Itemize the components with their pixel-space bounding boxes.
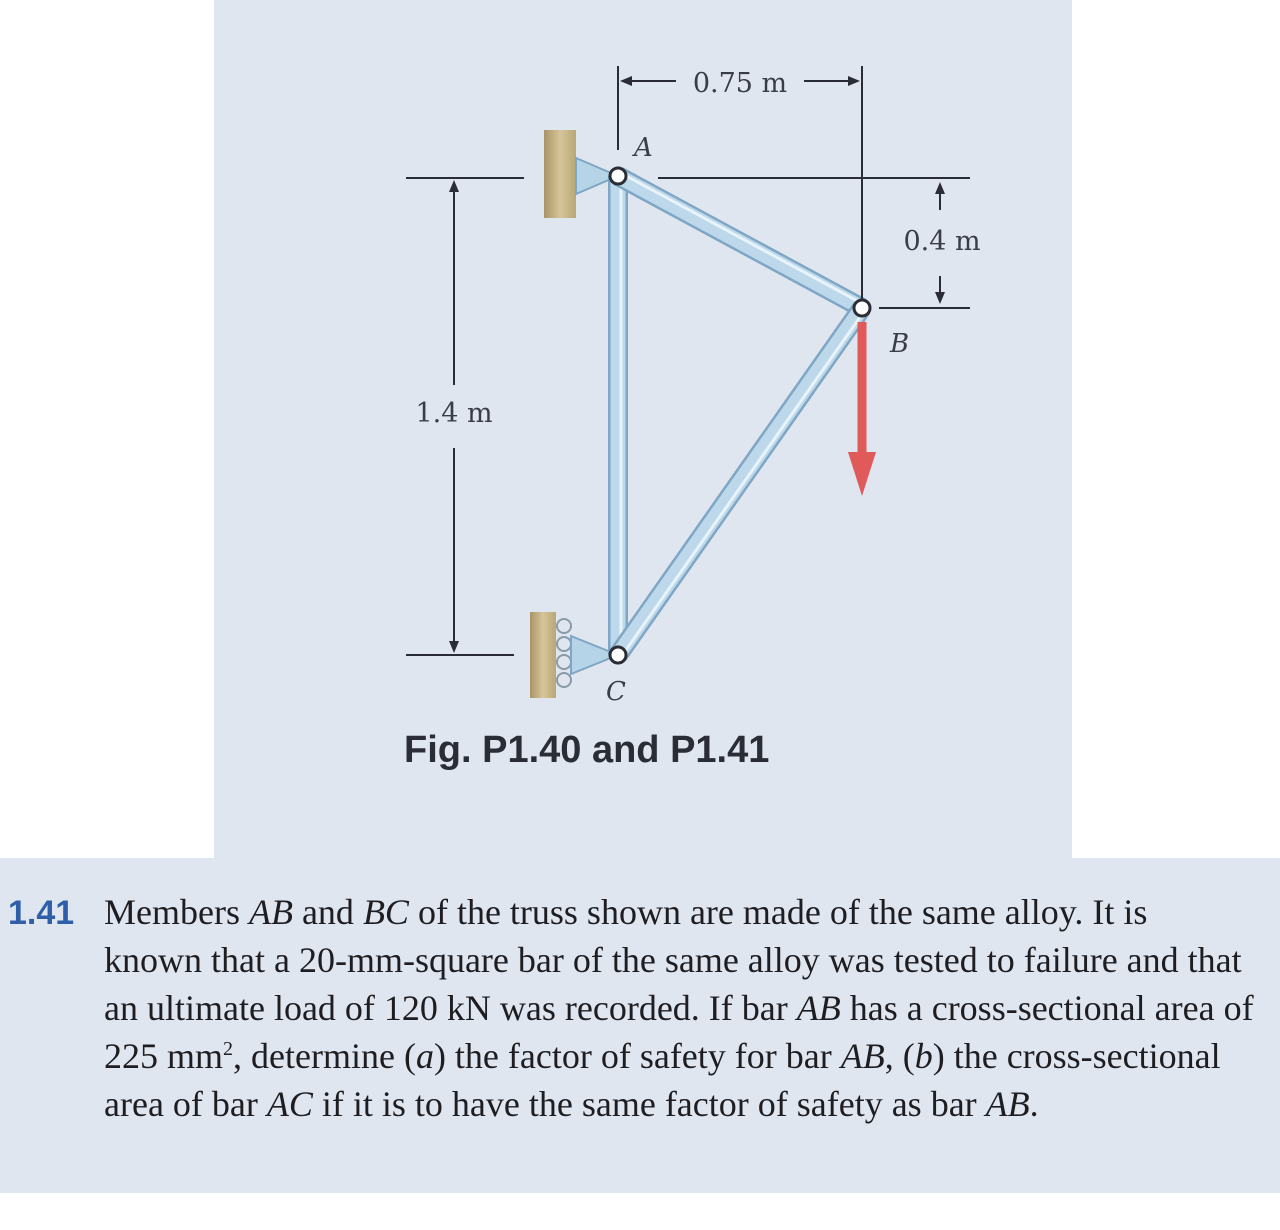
member-ab xyxy=(618,172,863,308)
problem-statement: Members AB and BC of the truss shown are made of the same alloy. It is known that a 20-mm-square bar of the same alloy was tested to failure and that an ultimate load of 120 kN was recorded. If bar AB has a cross-sectional area of 225 $mm^2$, determine (a) the factor of safety for bar AB, (b) the cross-sectional area of bar AC if it is to have the same factor of safety as bar AB. xyxy=(104,892,1254,1124)
joint-b xyxy=(854,300,870,316)
pin-support-a xyxy=(544,130,618,218)
point-label-a: A xyxy=(634,133,653,163)
dimension-label-left: 1.4 m xyxy=(415,398,493,429)
problem-panel xyxy=(0,858,1280,1193)
figure-panel xyxy=(214,0,1072,858)
point-label-c: C xyxy=(606,677,626,707)
roller-support-c xyxy=(530,612,618,698)
dimension-top xyxy=(618,66,862,300)
dimension-label-right: 0.4 m xyxy=(903,226,981,257)
joint-a xyxy=(610,168,626,184)
member-bc xyxy=(618,308,865,657)
member-ac xyxy=(618,176,621,655)
dimension-label-top: 0.75 m xyxy=(692,68,788,99)
joint-c xyxy=(610,647,626,663)
truss-diagram xyxy=(214,0,1072,858)
load-arrow xyxy=(848,322,876,496)
point-label-b: B xyxy=(890,329,910,359)
figure-caption: Fig. P1.40 and P1.41 xyxy=(404,729,770,771)
problem-number: 1.41 xyxy=(8,894,75,932)
